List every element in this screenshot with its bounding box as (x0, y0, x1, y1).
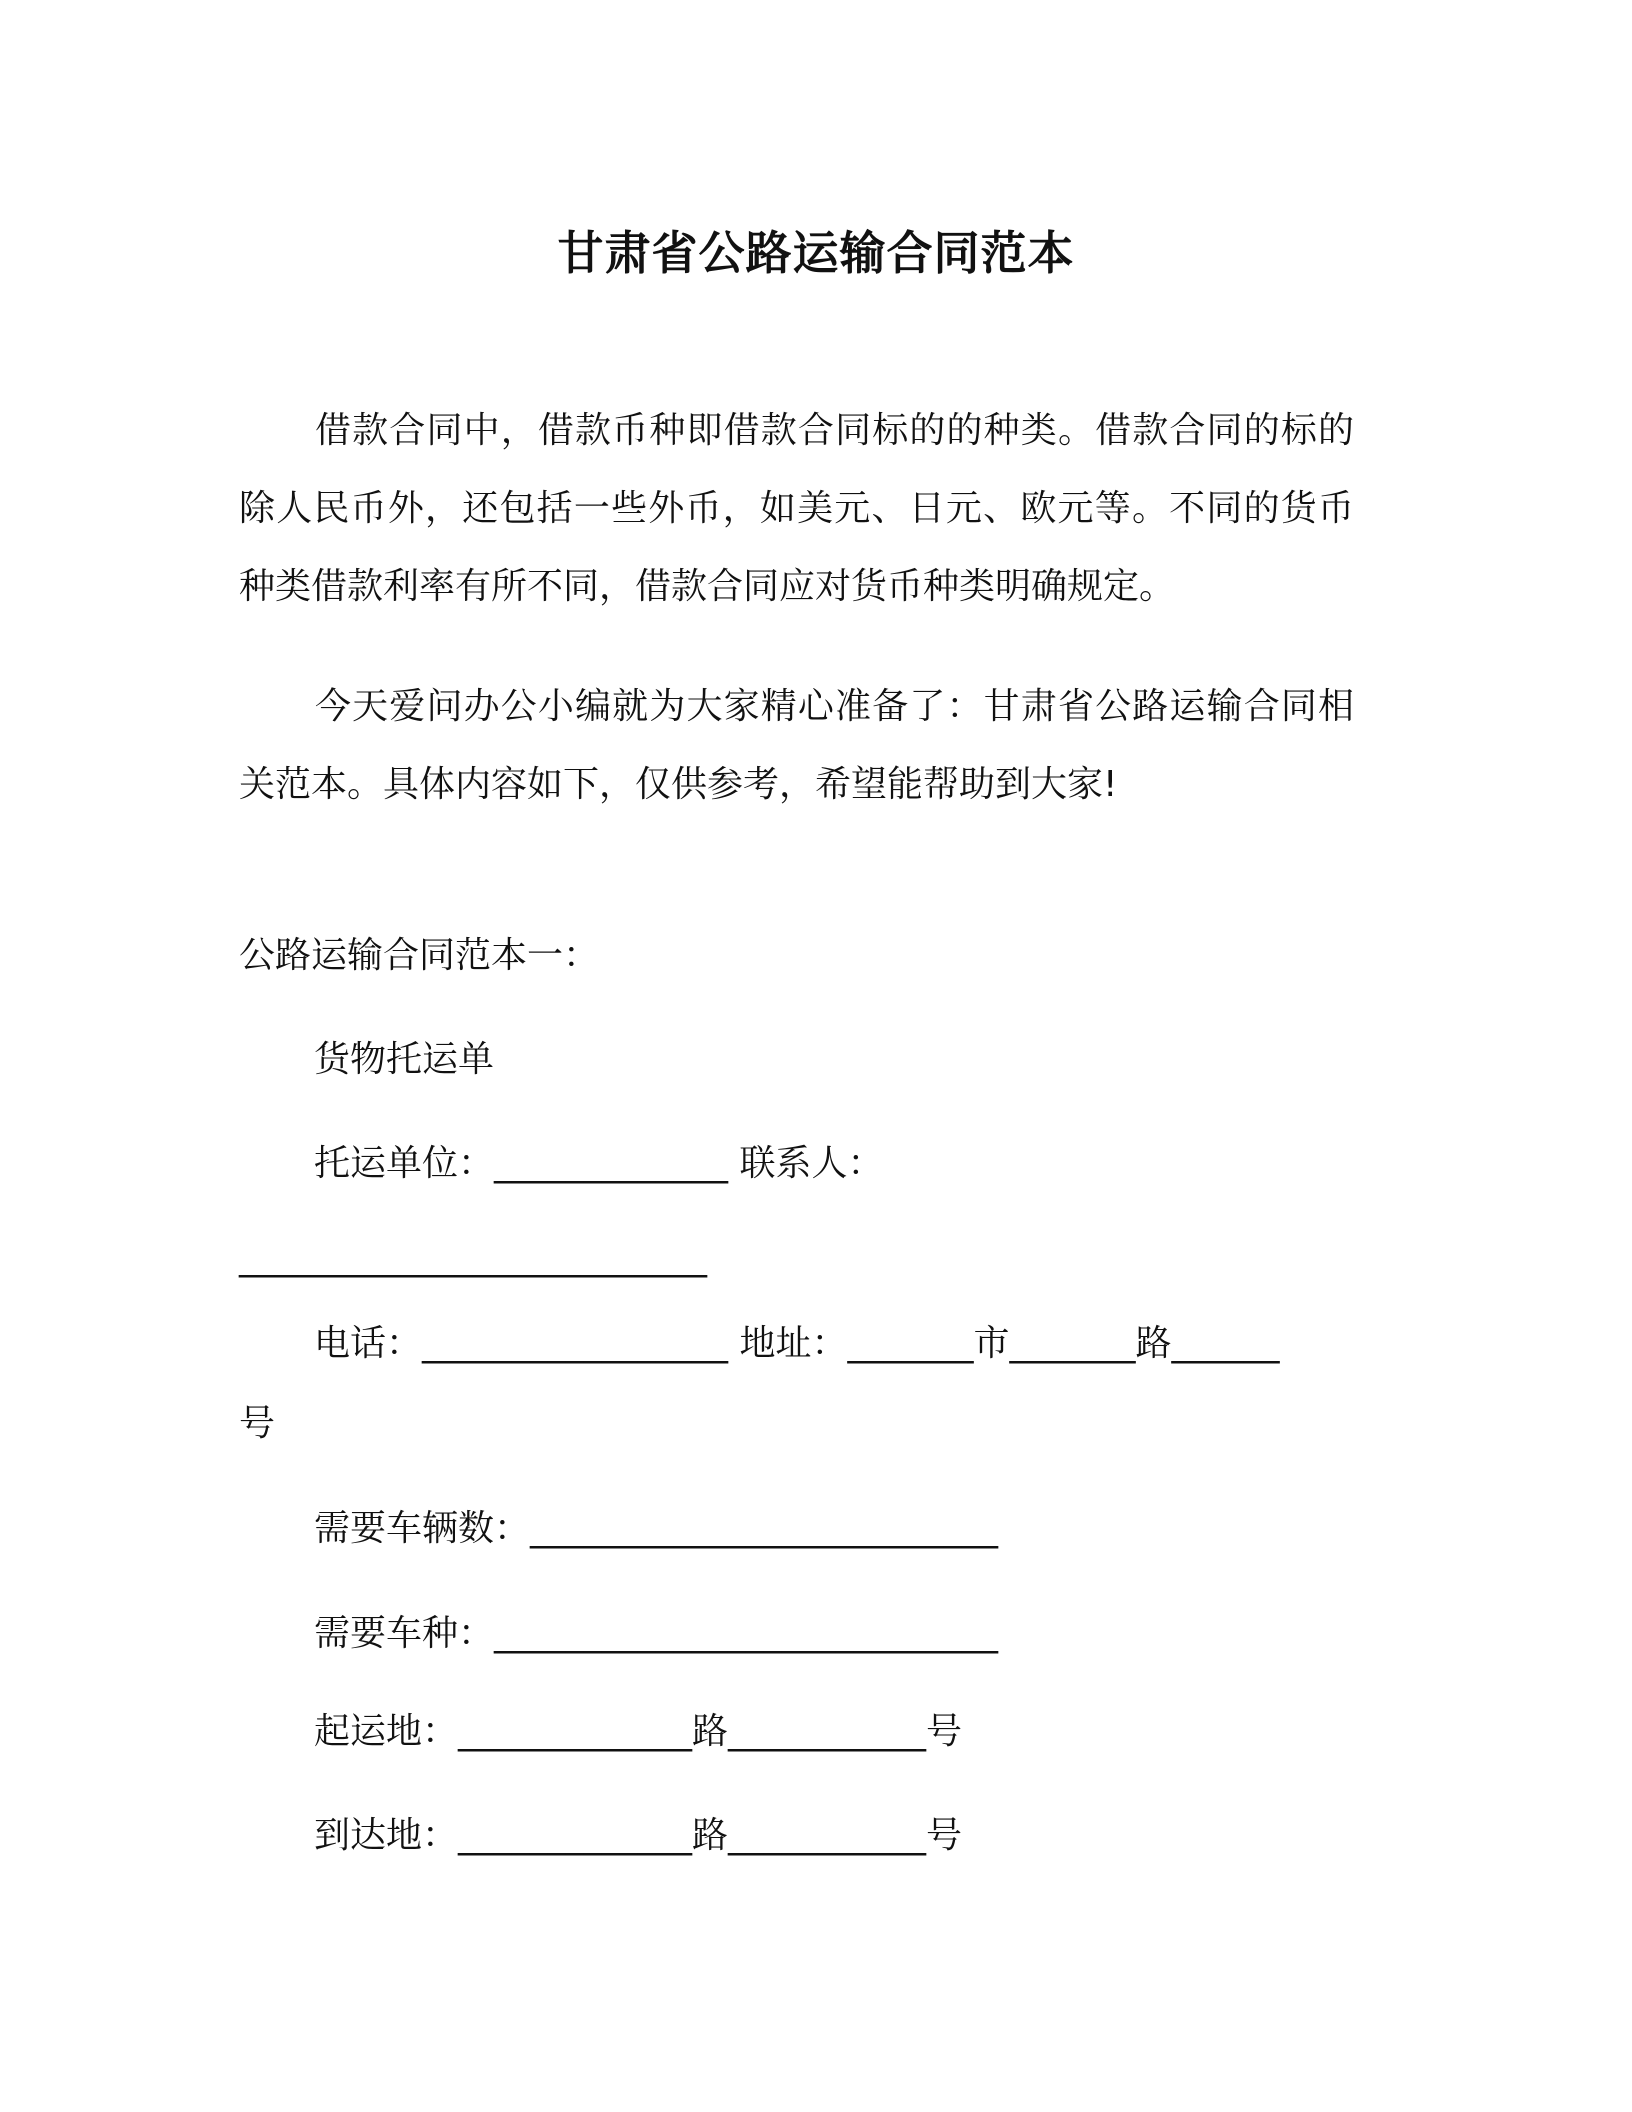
origin-line: 起运地：_____________路___________号 (314, 1711, 963, 1752)
document-title: 甘肃省公路运输合同范本 (557, 226, 1075, 280)
shipper-continuation-line: __________________________ (239, 1237, 707, 1278)
phone-address-continuation: 号 (239, 1403, 276, 1444)
destination-line: 到达地：_____________路___________号 (314, 1815, 963, 1856)
intro-paragraph-2: 今天爱问办公小编就为大家精心准备了：甘肃省公路运输合同相关范本。具体内容如下，仅供参考，希望能帮助到大家! (239, 686, 1354, 805)
phone-address-line: 电话：_________________ 地址：_______市_______路______ (314, 1323, 1280, 1364)
form-title: 货物托运单 (314, 1039, 495, 1080)
shipper-line: 托运单位：_____________ 联系人： (314, 1143, 884, 1184)
vehicle-type-line: 需要车种：____________________________ (314, 1613, 999, 1654)
intro-paragraph-1: 借款合同中，借款币种即借款合同标的的种类。借款合同的标的除人民币外，还包括一些外币，如美元、日元、欧元等。不同的货币种类借款利率有所不同，借款合同应对货币种类明确规定。 (239, 410, 1354, 607)
section-heading: 公路运输合同范本一： (239, 935, 600, 976)
vehicle-count-line: 需要车辆数：__________________________ (314, 1508, 999, 1549)
